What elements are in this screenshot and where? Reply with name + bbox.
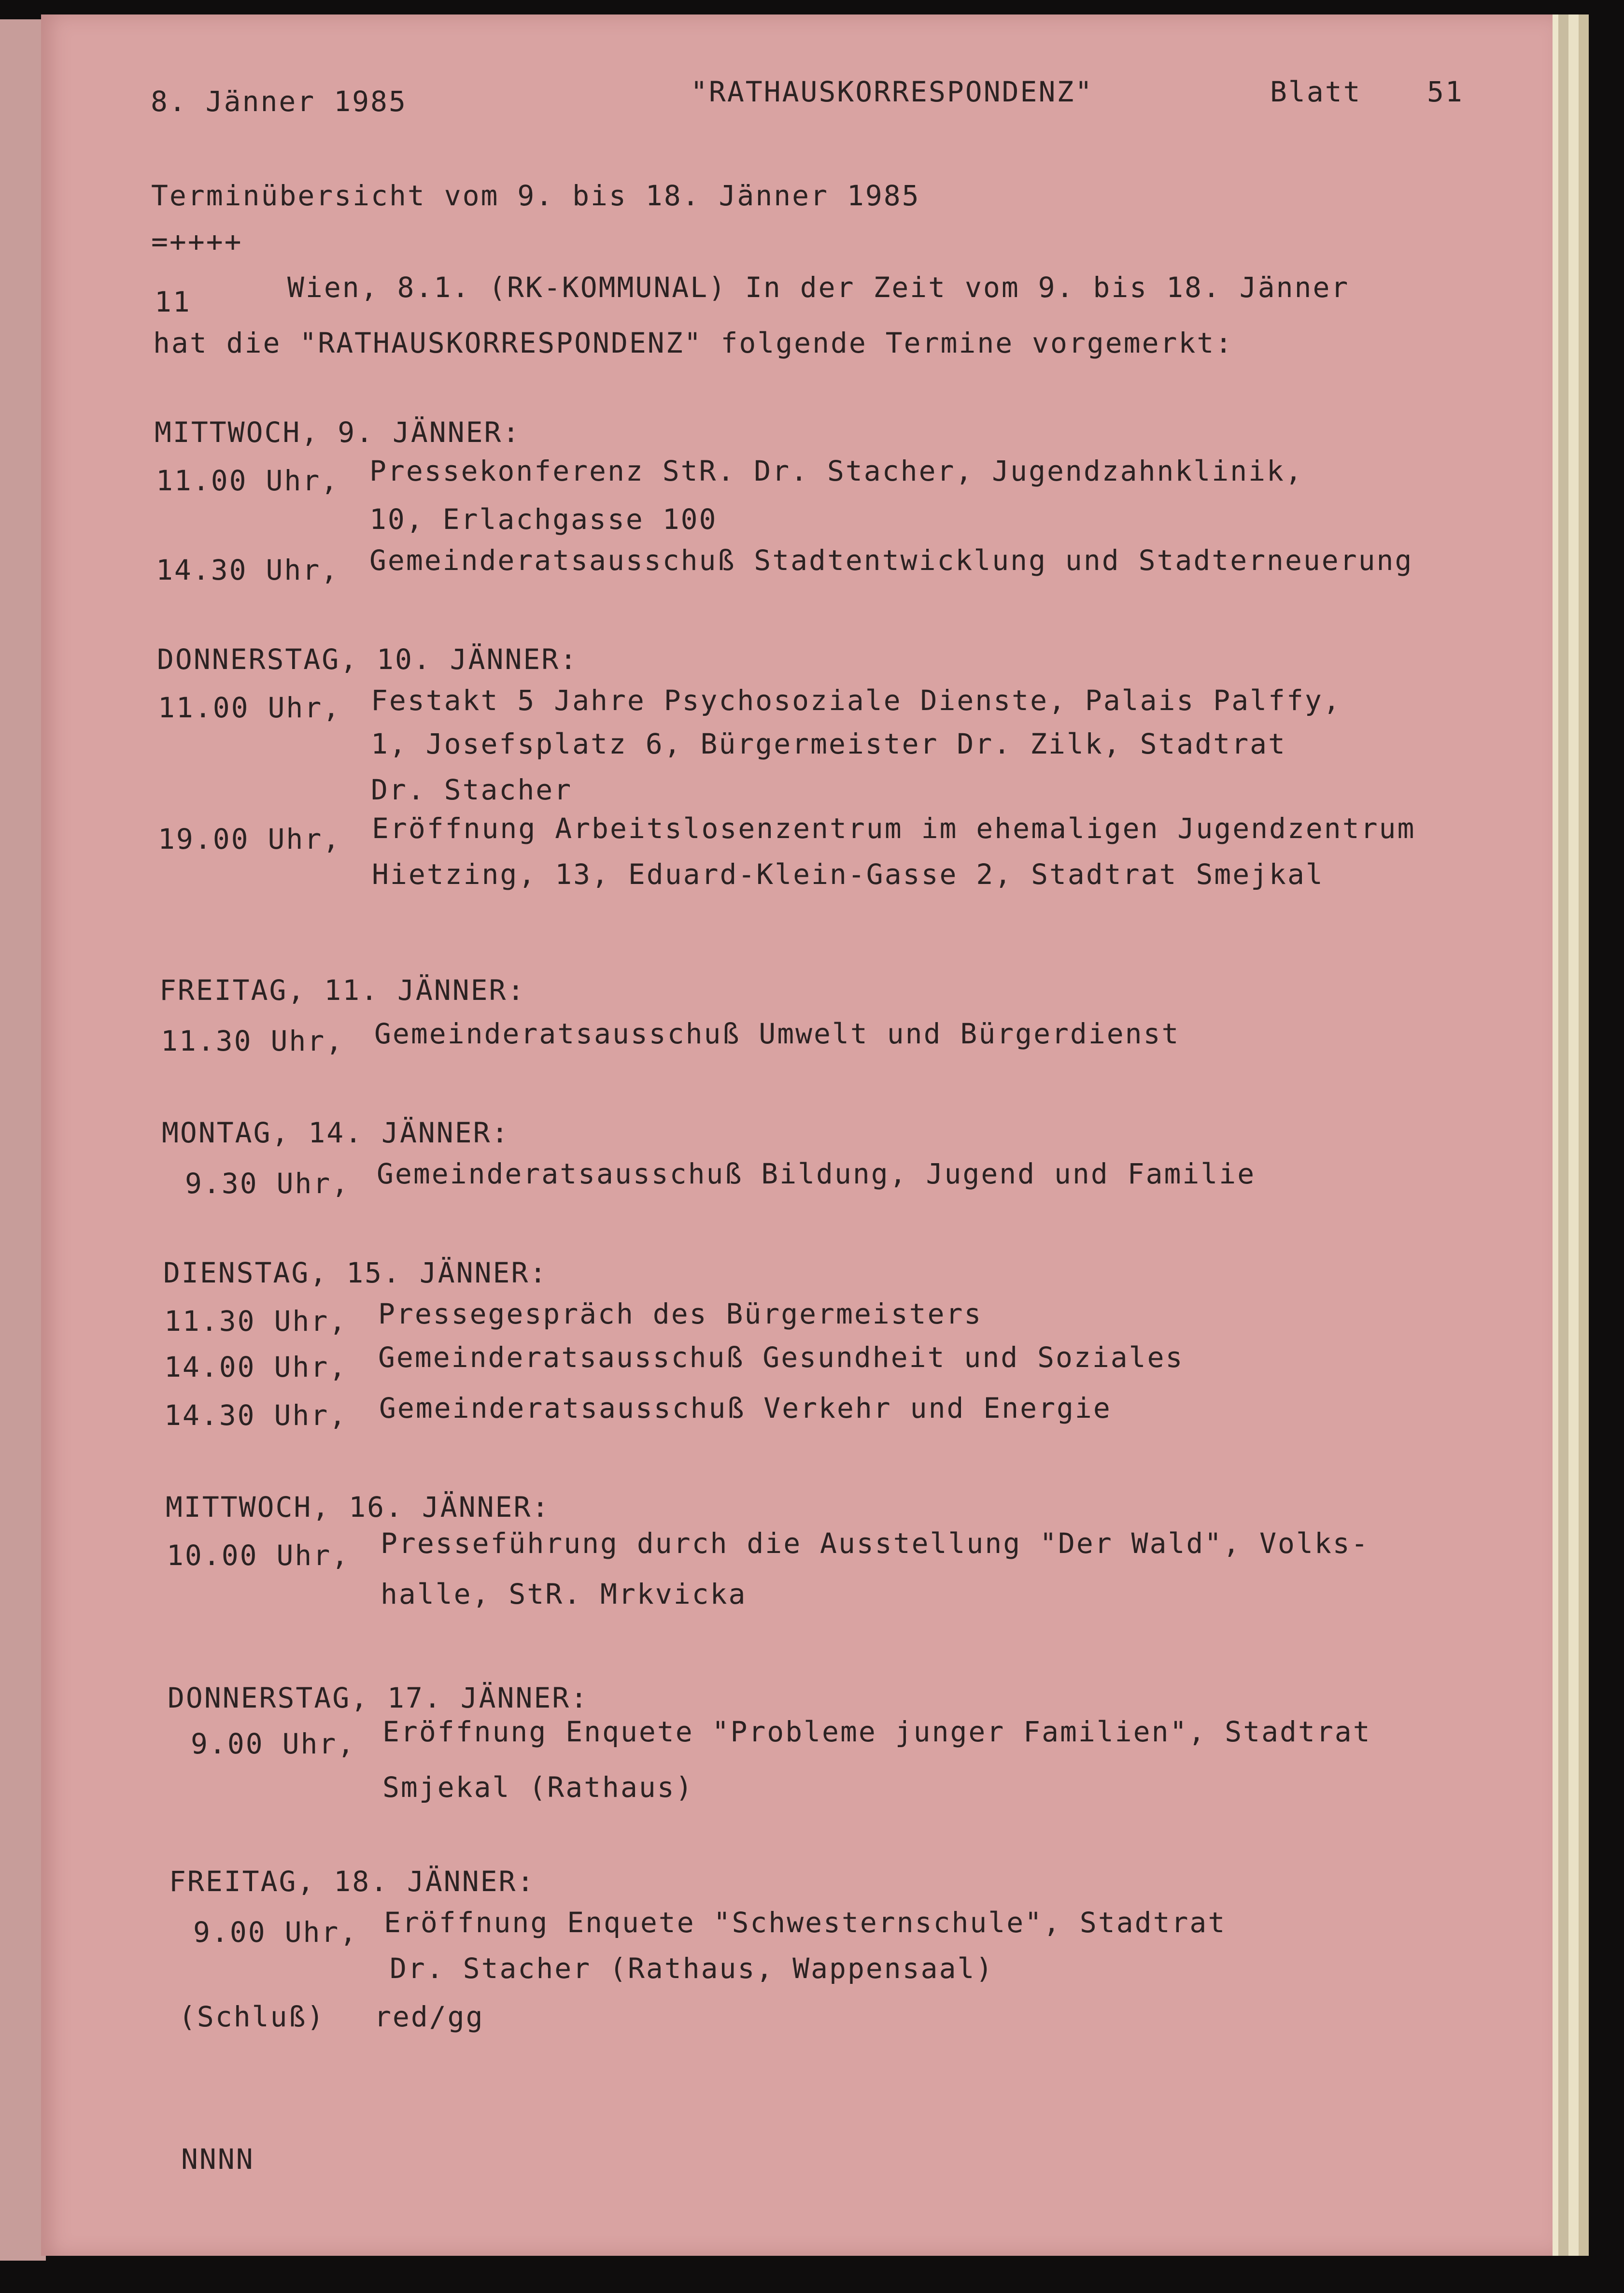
entry-time: 9.30 Uhr, [185, 1167, 350, 1200]
entry-time: 11.00 Uhr, [156, 464, 339, 497]
footer-marker: NNNN [181, 2143, 254, 2176]
entry-text: Hietzing, 13, Eduard-Klein-Gasse 2, Stadtrat Smejkal [372, 858, 1324, 891]
closing-end: (Schluß) [179, 2000, 325, 2033]
document-title: Terminübersicht vom 9. bis 18. Jänner 1985 [151, 179, 920, 212]
entry-text: 10, Erlachgasse 100 [369, 503, 718, 536]
entry-text: halle, StR. Mrkvicka [381, 1578, 747, 1610]
entry-time: 9.00 Uhr, [193, 1916, 358, 1949]
entry-time: 9.00 Uhr, [191, 1727, 356, 1760]
header-publication: "RATHAUSKORRESPONDENZ" [691, 75, 1094, 108]
intro-line-2: hat die "RATHAUSKORRESPONDENZ" folgende Termine vorgemerkt: [153, 327, 1234, 359]
closing-initials: red/gg [374, 2000, 484, 2033]
day-heading: FREITAG, 11. JÄNNER: [159, 974, 526, 1007]
entry-text: Pressekonferenz StR. Dr. Stacher, Jugendzahnklinik, [369, 455, 1303, 487]
entry-text: Gemeinderatsausschuß Bildung, Jugend und Familie [377, 1157, 1256, 1190]
day-heading: DONNERSTAG, 17. JÄNNER: [168, 1681, 589, 1714]
day-heading: FREITAG, 18. JÄNNER: [169, 1865, 536, 1898]
entry-text: Eröffnung Arbeitslosenzentrum im ehemaligen Jugendzentrum [372, 812, 1416, 845]
title-underline: =++++ [151, 225, 243, 258]
entry-text: Dr. Stacher [371, 773, 573, 806]
day-heading: MITTWOCH, 9. JÄNNER: [155, 416, 521, 449]
entry-text: Eröffnung Enquete "Schwesternschule", Stadtrat [384, 1906, 1227, 1939]
entry-text: Festakt 5 Jahre Psychosoziale Dienste, Palais Palffy, [371, 684, 1342, 717]
entry-time: 11.30 Uhr, [161, 1025, 344, 1057]
header-sheet-label: Blatt [1270, 75, 1362, 108]
entry-text: Dr. Stacher (Rathaus, Wappensaal) [390, 1952, 994, 1985]
binding-strip [0, 19, 46, 2261]
entry-time: 14.30 Uhr, [164, 1399, 348, 1432]
day-heading: DIENSTAG, 15. JÄNNER: [163, 1256, 548, 1289]
header-date: 8. Jänner 1985 [151, 85, 407, 118]
entry-time: 19.00 Uhr, [158, 823, 341, 855]
header-sheet-number: 51 [1427, 75, 1464, 108]
entry-text: Smjekal (Rathaus) [382, 1771, 694, 1804]
entry-text: Gemeinderatsausschuß Stadtentwicklung und Stadterneuerung [369, 544, 1413, 577]
entry-text: Pressegespräch des Bürgermeisters [378, 1297, 983, 1330]
entry-text: Presseführung durch die Ausstellung "Der Wald", Volks- [381, 1527, 1370, 1560]
entry-time: 10.00 Uhr, [167, 1539, 350, 1572]
entry-text: Gemeinderatsausschuß Umwelt und Bürgerdienst [374, 1017, 1180, 1050]
entry-text: Eröffnung Enquete "Probleme junger Familien", Stadtrat [382, 1715, 1371, 1748]
day-heading: MITTWOCH, 16. JÄNNER: [166, 1491, 551, 1524]
document-page [41, 14, 1553, 2256]
entry-text: Gemeinderatsausschuß Gesundheit und Soziales [378, 1341, 1184, 1374]
entry-text: 1, Josefsplatz 6, Bürgermeister Dr. Zilk, Stadtrat [371, 727, 1286, 760]
entry-time: 11.30 Uhr, [164, 1305, 348, 1338]
day-heading: MONTAG, 14. JÄNNER: [162, 1116, 510, 1149]
entry-time: 11.00 Uhr, [158, 691, 341, 724]
entry-text: Gemeinderatsausschuß Verkehr und Energie [379, 1392, 1112, 1424]
intro-line-1: Wien, 8.1. (RK-KOMMUNAL) In der Zeit vom 9. bis 18. Jänner [287, 271, 1350, 304]
day-heading: DONNERSTAG, 10. JÄNNER: [157, 643, 579, 676]
entry-time: 14.00 Uhr, [164, 1351, 348, 1383]
entry-time: 14.30 Uhr, [156, 554, 339, 586]
intro-number: 11 [155, 285, 191, 318]
